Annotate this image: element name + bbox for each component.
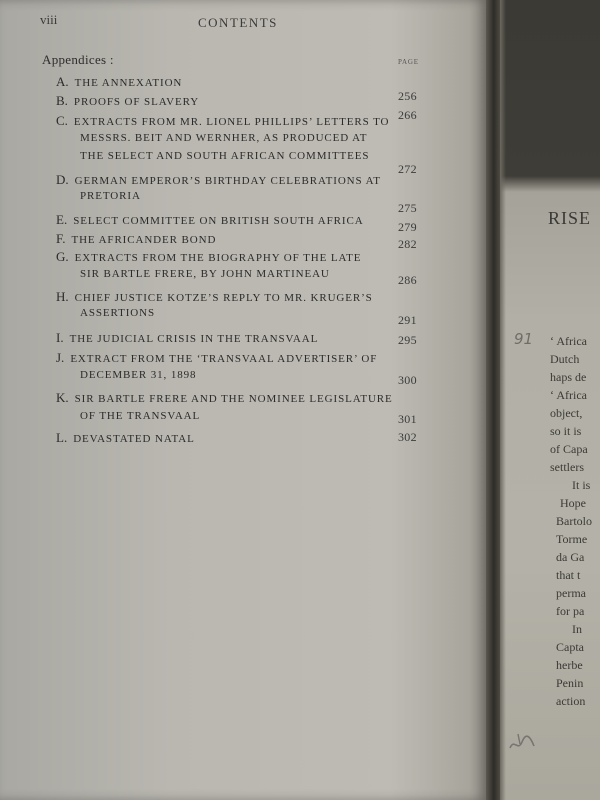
right-text-line: action [556,694,586,708]
toc-entry-letter: K. [56,390,69,405]
toc-page-number: 256 [398,89,417,103]
toc-entry-letter: C. [56,113,68,128]
toc-page-number: 282 [398,237,417,251]
toc-page-number: 301 [398,412,417,426]
toc-entry-f[interactable] [56,231,216,247]
pencil-annotation: 91 [514,330,534,348]
toc-entry-a[interactable] [56,74,182,90]
right-text-line: Torme [556,532,588,546]
right-text-line: that t [556,568,581,582]
toc-entry-letter: H. [56,289,69,304]
toc-entry-title-cont: OF THE TRANSVAAL [80,410,201,422]
toc-entry-b[interactable] [56,93,199,109]
toc-entry-letter: E. [56,212,68,227]
toc-entry-title: THE AFRICANDER BOND [71,234,217,246]
toc-entry-title: THE ANNEXATION [74,77,183,89]
toc-entry-g[interactable] [56,249,361,265]
toc-entry-h[interactable] [56,289,373,305]
right-text-line: settlers [550,460,584,474]
toc-entry-title-cont: SIR BARTLE FRERE, BY JOHN MARTINEAU [80,268,330,280]
toc-entry-k[interactable] [56,390,393,406]
right-text-line: object, [550,406,583,420]
toc-entry-i[interactable] [56,330,318,346]
appendices-heading: Appendices : [42,52,114,67]
right-text-line: Dutch [550,352,580,366]
toc-entry-title-cont: PRETORIA [80,190,141,202]
toc-entry-title: EXTRACT FROM THE ‘TRANSVAAL ADVERTISER’ OF [70,353,378,365]
toc-entry-title: THE JUDICIAL CRISIS IN THE TRANSVAAL [69,333,319,345]
right-text-line: for pa [556,604,585,618]
right-text-line: Penin [556,676,584,690]
toc-entry-title-cont: ASSERTIONS [80,307,155,319]
right-text-line: herbe [556,658,583,672]
toc-entry-e[interactable] [56,212,364,228]
right-text-line: Capta [556,640,584,654]
toc-page-number: 272 [398,162,417,176]
page-folio: viii [40,12,58,27]
right-text-line: Hope [560,496,586,510]
toc-entry-letter: D. [56,172,69,187]
toc-entry-title: EXTRACTS FROM MR. LIONEL PHILLIPS’ LETTERS TO [73,116,390,128]
toc-entry-title: SIR BARTLE FRERE AND THE NOMINEE LEGISLATURE [74,393,393,405]
toc-entry-letter: G. [56,249,69,264]
toc-page-number: 300 [398,373,417,387]
toc-page-number: 275 [398,201,417,215]
book-gutter [486,0,500,800]
toc-page-number: 279 [398,220,417,234]
right-text-line: da Ga [556,550,585,564]
running-head: CONTENTS [198,15,278,30]
toc-entry-letter: A. [56,74,69,89]
page-column-label: PAGE [398,58,419,66]
toc-page-number: 302 [398,430,417,444]
toc-entry-title-cont: DECEMBER 31, 1898 [80,369,197,381]
toc-page-number: 286 [398,273,417,287]
toc-entry-letter: L. [56,430,68,445]
right-text-line: of Capa [550,442,588,456]
toc-entry-title-cont: THE SELECT AND SOUTH AFRICAN COMMITTEES [80,150,370,162]
toc-entry-j[interactable] [56,350,377,366]
right-text-line: It is [572,478,591,492]
right-text-line: In [572,622,582,636]
toc-entry-letter: F. [56,231,66,246]
toc-entry-title-cont: MESSRS. BEIT AND WERNHER, AS PRODUCED AT [80,132,368,144]
toc-page-number: 291 [398,313,417,327]
toc-entry-title: GERMAN EMPEROR’S BIRTHDAY CELEBRATIONS AT [74,175,381,187]
right-page-title: RISE [548,208,592,228]
toc-entry-l[interactable] [56,430,195,446]
toc-entry-c[interactable] [56,113,389,129]
toc-page-number: 266 [398,108,417,122]
right-text-line: so it is [550,424,582,438]
toc-entry-letter: I. [56,330,64,345]
pencil-squiggle-mark [508,728,538,756]
right-text-line: Bartolo [556,514,592,528]
right-text-line: ‘ Africa [550,334,587,348]
right-text-line: ‘ Africa [550,388,587,402]
toc-entry-letter: B. [56,93,68,108]
toc-entry-d[interactable] [56,172,381,188]
toc-entry-title: CHIEF JUSTICE KOTZE’S REPLY TO MR. KRUGER’S [74,292,373,304]
toc-entry-title: SELECT COMMITTEE ON BRITISH SOUTH AFRICA [73,215,364,227]
right-text-line: perma [556,586,586,600]
toc-entry-letter: J. [56,350,65,365]
right-text-line: haps de [550,370,587,384]
toc-entry-title: DEVASTATED NATAL [73,433,195,445]
toc-entry-title: EXTRACTS FROM THE BIOGRAPHY OF THE LATE [74,252,362,264]
toc-entry-title: PROOFS OF SLAVERY [73,96,200,108]
toc-page-number: 295 [398,333,417,347]
